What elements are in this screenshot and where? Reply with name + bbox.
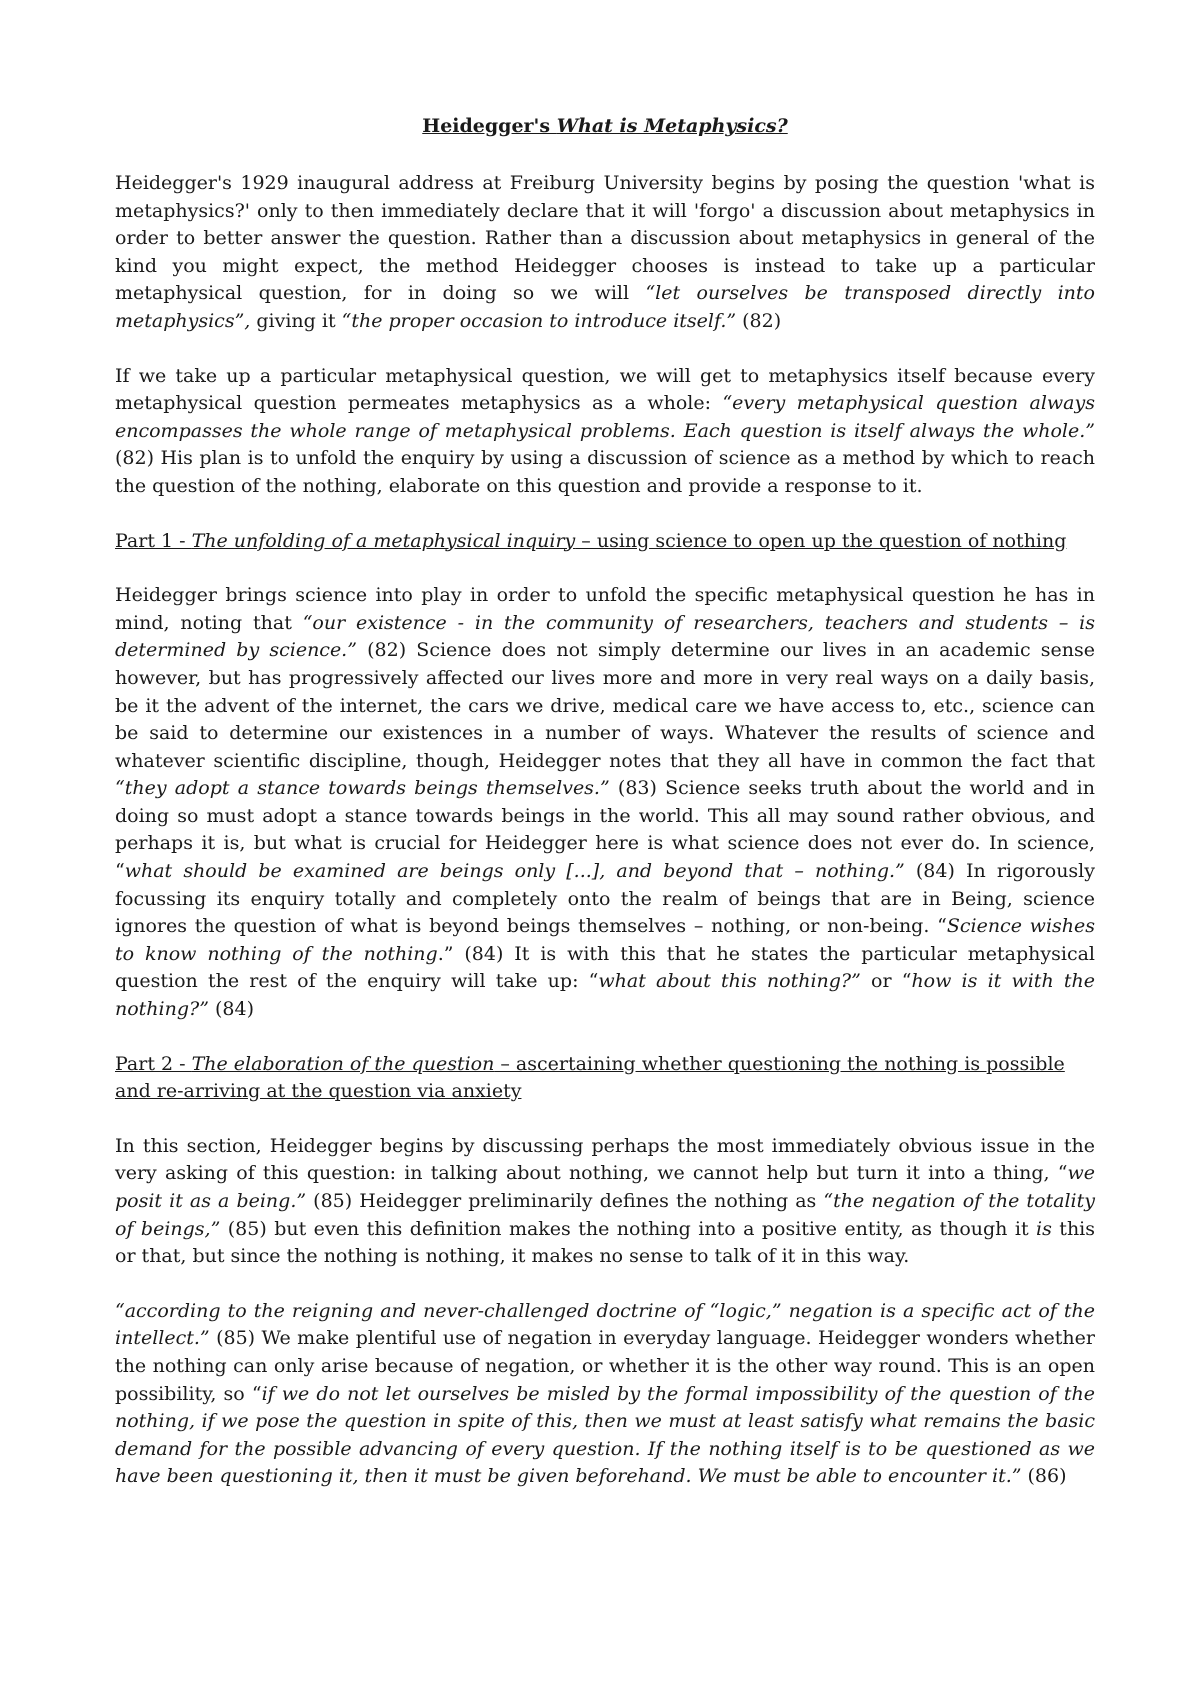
paragraph-plan — [115, 363, 1095, 501]
title-work: What is Metaphysics? — [556, 115, 788, 137]
quote: “every metaphysical question always encompasses the whole range of metaphysical problems. Each question is itself always the whole.” — [115, 392, 1095, 442]
quote: if we do not let ourselves be misled by the formal impossibility of the question of the nothing, if we pose the question in spite of this, then we must at least satisfy what remains the basic demand for the possible advancing of every question. If the nothing itself is to be questioned as we have been questioning it, then it must be given beforehand. We must be able to encounter it.” — [115, 1382, 1095, 1488]
title-author: Heidegger's — [422, 115, 557, 137]
text-run: (83) Science seeks truth about the world and in doing so must adopt a stance towards beings in the world. This all may sound rather obvious, and perhaps it is, but what is crucial for Heidegger here is what science does not ever do. In science, “ — [115, 777, 1096, 883]
quote: “the proper occasion to introduce itself.” — [341, 309, 737, 332]
text-run: giving it — [250, 309, 342, 332]
heading-label: Part 1 - — [115, 529, 192, 552]
citation: (84) — [208, 998, 254, 1021]
quote: “let ourselves be transposed directly into metaphysics”, — [115, 282, 1095, 332]
text-run: (84) In rigorously focussing its enquiry totally and completely onto the realm of beings that are in Being, science ignores the question of what is beyond beings themselves – nothing, or non-being. “ — [115, 860, 1095, 938]
text-run: (85) We make plentiful use of negation in everyday language. Heidegger wonders whether the nothing can only arise because of negation, or whether it is the other way round. This is an open possibility, so “ — [115, 1327, 1095, 1405]
text-run: In this section, Heidegger begins by discussing perhaps the most immediately obvious issue in the very asking of this question: in talking about nothing, we cannot help but turn it into a thing, “ — [115, 1134, 1095, 1185]
paragraph-science — [115, 582, 1095, 1024]
text-run: Heidegger's 1929 inaugural address at Freiburg University begins by posing the question 'what is metaphysics?' only to then immediately declare that it will 'forgo' a discussion about metaphysics in order to better answer the question. Rather than a discussion about metaphysics in general of the kind you might expect, the method Heidegger chooses is instead to take up a particular metaphysical question, for in doing so we will — [115, 172, 1095, 305]
text-run: Heidegger brings science into play in order to unfold the specific metaphysical question he has in mind, noting that — [115, 584, 1095, 634]
paragraph-intro — [115, 170, 1095, 336]
text-run: (85) Heidegger preliminarily defines the nothing as — [306, 1190, 824, 1212]
text-run: (82) Science does not simply determine our lives in an academic sense however, but has progressively affected our lives more and more in very real ways on a daily basis, be it the advent of the internet, the cars we drive, medical care we have access to, etc., science can be said to determine our existences in a number of ways. Whatever the results of science and whatever scientific discipline, though, Heidegger notes that they all have in common the fact that — [115, 639, 1095, 772]
quote: we posit it as a being.” — [115, 1162, 1095, 1212]
quote: “according to the reigning and never-challenged doctrine of “logic,” negation is a specific act of the intellect.” — [115, 1299, 1095, 1350]
quote: Science wishes to know nothing of the nothing — [115, 915, 1096, 965]
heading-label: Part 2 - — [115, 1052, 192, 1075]
citation: (86) — [1021, 1465, 1067, 1488]
emphasis: is — [1036, 1217, 1052, 1240]
text-run: or “ — [860, 970, 912, 993]
heading-subtitle: – using science to open up the question of nothing — [575, 529, 1067, 552]
quote: “our existence - in the community of researchers, teachers and students – is determined by science.” — [115, 611, 1095, 662]
quote: what should be examined are beings only [...], and beyond that – nothing.” — [124, 860, 905, 883]
quote: how is it with the nothing?” — [115, 970, 1095, 1021]
document-title — [115, 112, 1095, 140]
heading-title: The unfolding of a metaphysical inquiry — [191, 529, 576, 552]
text-run: .” (84) It is with this that he states the particular metaphysical question the rest of the enquiry will take up: “ — [115, 942, 1096, 993]
citation: (82) — [736, 309, 782, 332]
section-heading-part-1 — [115, 528, 1095, 556]
paragraph-nothing-as-being — [115, 1133, 1095, 1271]
text-run: If we take up a particular metaphysical question, we will get to metaphysics itself because every metaphysical question permeates metaphysics as a whole: — [115, 364, 1095, 415]
text-run: (85) but even this definition makes the nothing into a positive entity, as though it — [220, 1217, 1037, 1240]
quote: “the negation of the totality of beings,” — [115, 1190, 1095, 1240]
heading-subtitle: – ascertaining whether questioning the nothing is possible and re-arriving at the question via anxiety — [115, 1052, 1065, 1103]
section-heading-part-2 — [115, 1051, 1095, 1106]
quote: what about this nothing?” — [598, 970, 861, 993]
text-run: this or that, but since the nothing is nothing, it makes no sense to talk of it in this way. — [115, 1217, 1096, 1268]
paragraph-negation — [115, 1298, 1095, 1491]
quote: “they adopt a stance towards beings themselves.” — [115, 777, 610, 800]
heading-title: The elaboration of the question — [191, 1052, 495, 1075]
text-run: (82) His plan is to unfold the enquiry by using a discussion of science as a method by which to reach the question of the nothing, elaborate on this question and provide a response to it. — [115, 447, 1095, 497]
